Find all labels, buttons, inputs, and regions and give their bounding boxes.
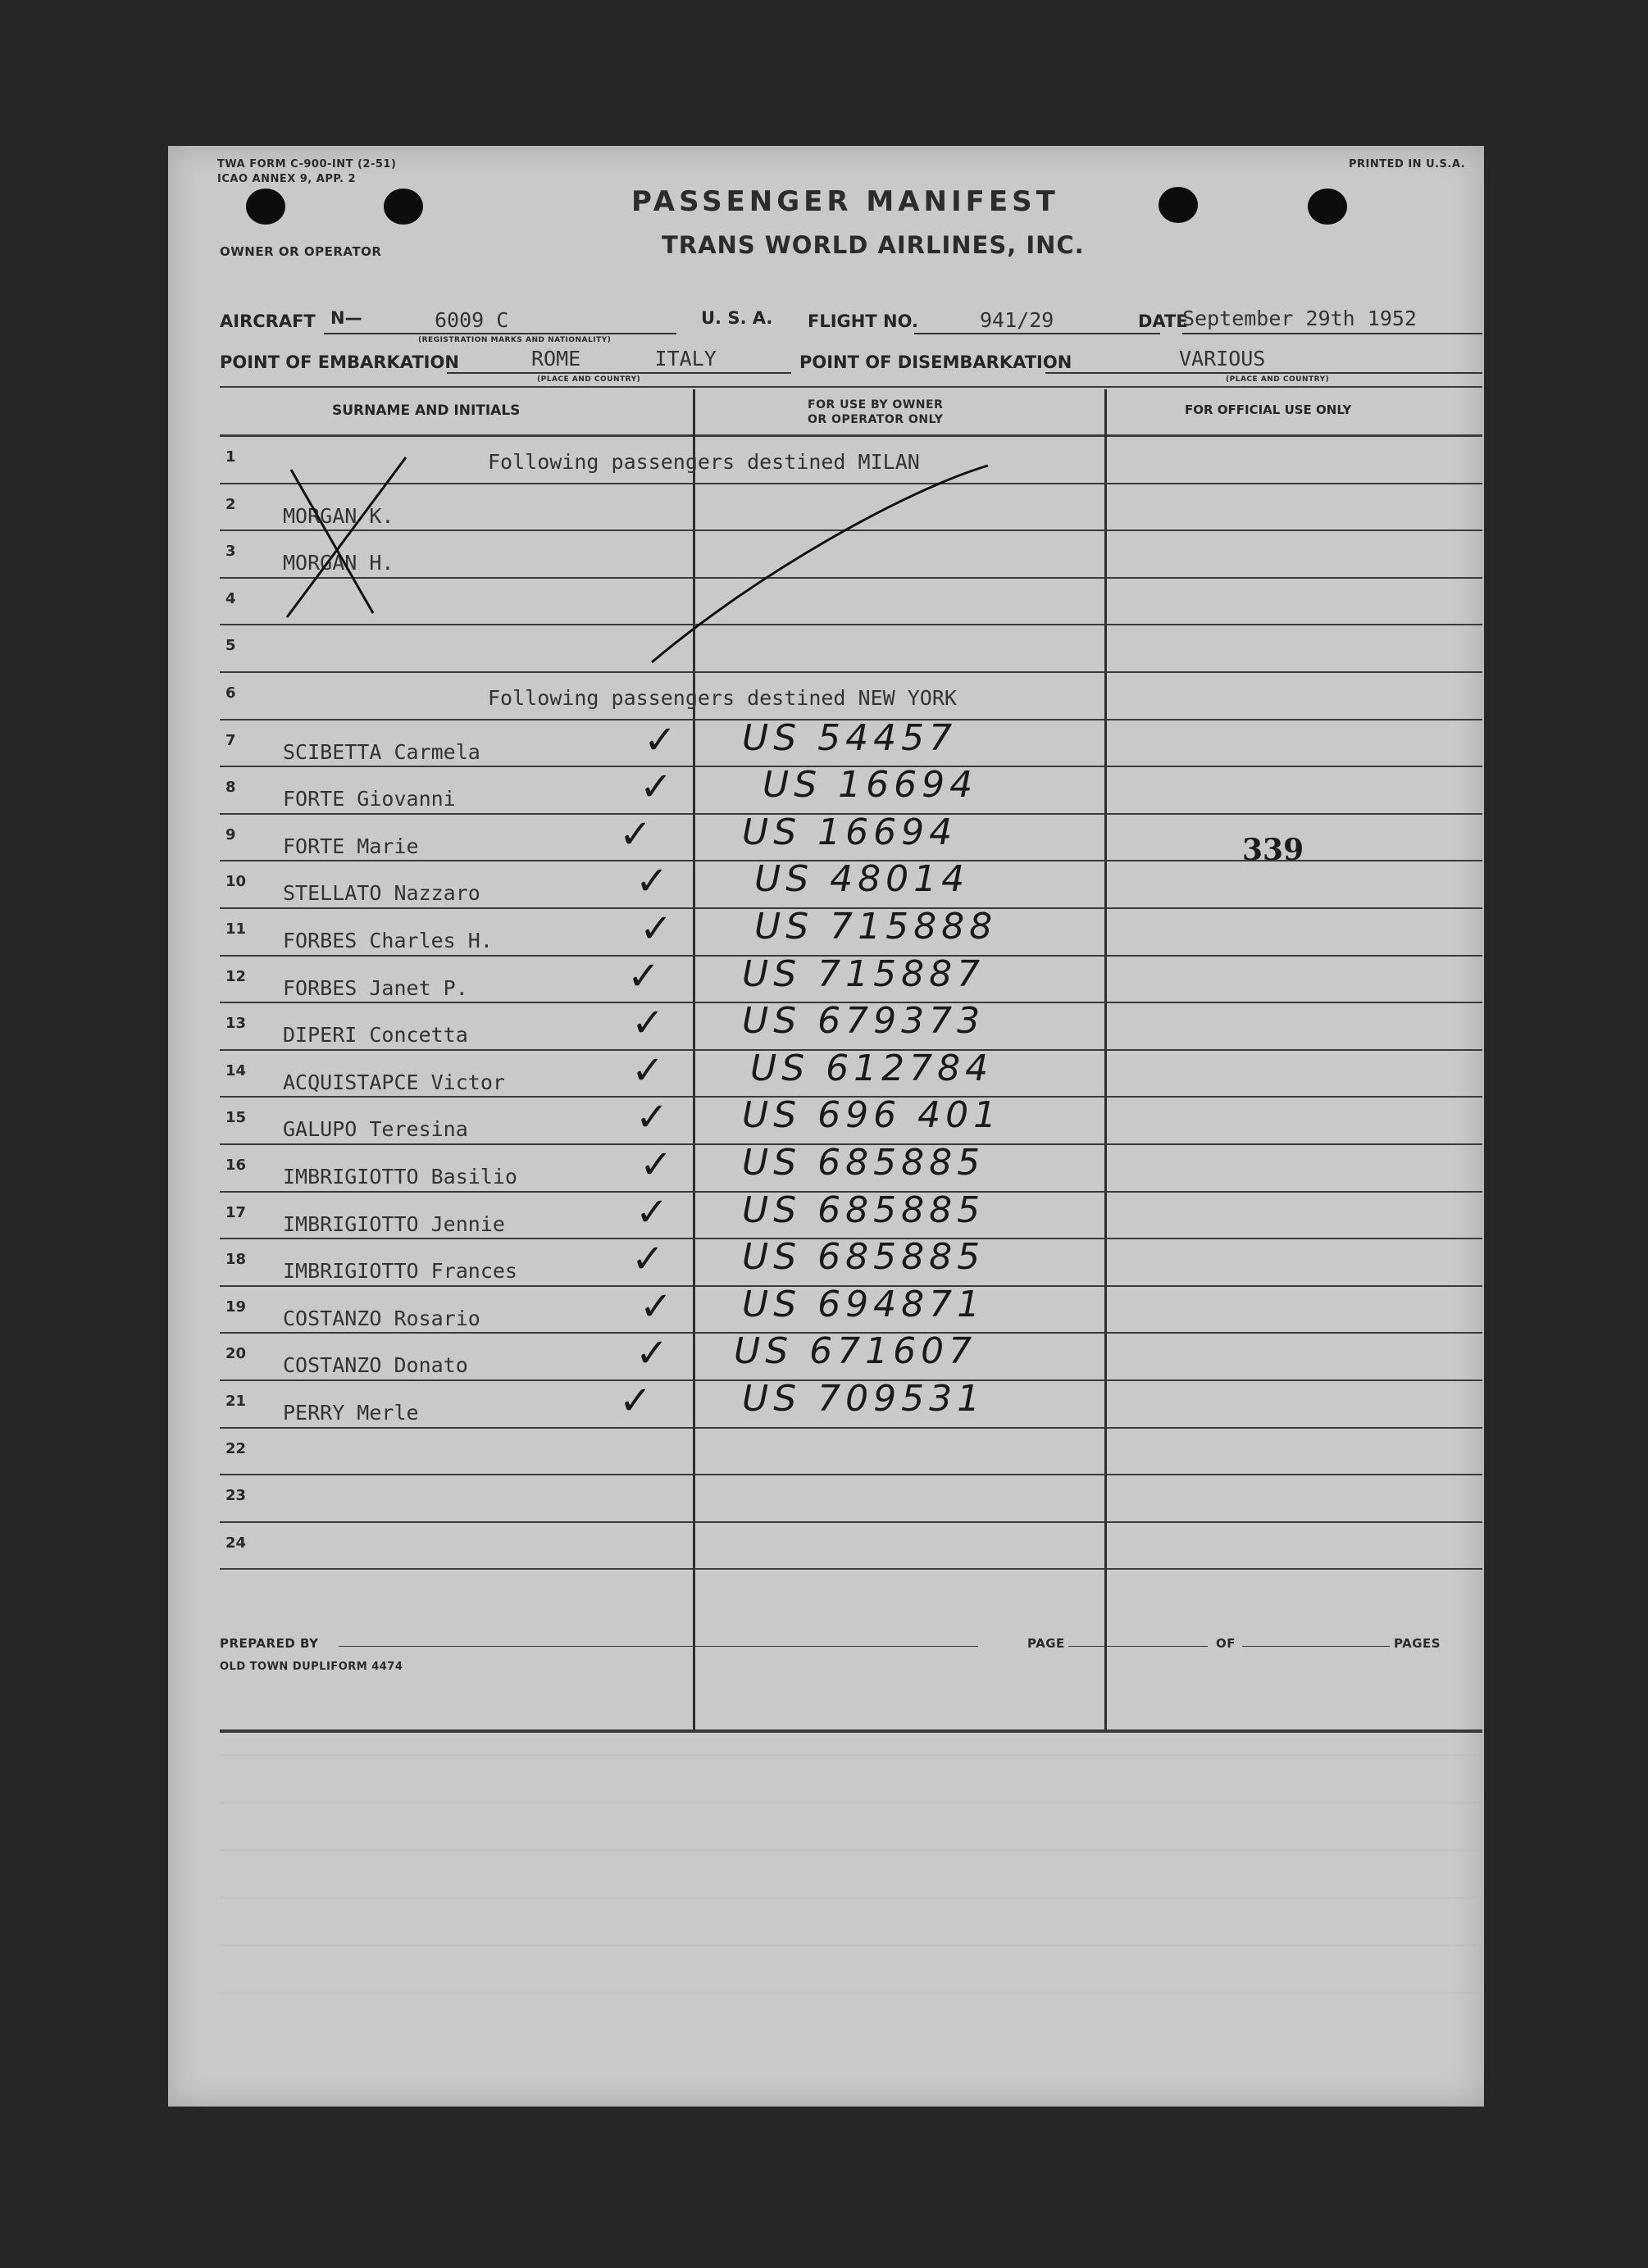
passenger-name: DIPERI Concetta [283,1023,468,1048]
row-number: 13 [225,1015,247,1033]
passport-number: US 54457 [742,716,958,759]
check-mark: ✓ [619,811,653,857]
form-id-line1: TWA FORM C-900-INT (2-51) [217,158,397,170]
strike-x-2 [291,470,373,613]
row-number: 1 [225,448,236,466]
place-note-embark: (PLACE AND COUNTRY) [537,375,641,384]
flight-number: 941/29 [980,308,1054,332]
col-owner-header-1: FOR USE BY OWNER [808,398,944,411]
passport-number: US 709531 [742,1378,986,1420]
row-number: 21 [225,1393,247,1410]
passport-number: US 685885 [742,1142,986,1184]
passenger-name: STELLATO Nazzaro [283,881,480,906]
check-mark: ✓ [627,952,661,999]
of-line [1242,1646,1390,1647]
page-label: PAGE [1027,1636,1065,1651]
check-mark: ✓ [640,1142,673,1188]
passport-number: US 696 401 [742,1094,1002,1137]
passport-number: US 48014 [754,858,970,901]
passenger-name: FORBES Charles H. [283,929,493,952]
row-number: 23 [225,1487,247,1505]
check-mark: ✓ [619,1378,653,1424]
embarkation-label: POINT OF EMBARKATION [220,352,459,372]
page-line [1068,1646,1208,1647]
passenger-name: GALUPO Teresina [283,1117,468,1142]
disembarkation-label: POINT OF DISEMBARKATION [799,352,1072,372]
row-number: 5 [225,637,236,655]
check-mark: ✓ [631,1000,665,1047]
airline-name: TRANS WORLD AIRLINES, INC. [662,231,1085,259]
passport-number: US 694871 [742,1283,986,1325]
of-label: OF [1216,1636,1236,1651]
registration-note: (REGISTRATION MARKS AND NATIONALITY) [418,336,612,344]
row-number: 15 [225,1109,247,1127]
row-number: 24 [225,1534,247,1552]
row-number: 14 [225,1061,247,1079]
printed-note: PRINTED IN U.S.A. [1349,158,1466,170]
check-mark: ✓ [640,764,673,811]
passenger-name: SCIBETTA Carmela [283,739,480,764]
row-number: 20 [225,1345,247,1363]
form-id-line2: ICAO ANNEX 9, APP. 2 [217,173,357,185]
destination-note: Following passengers destined NEW YORK [488,686,957,710]
check-mark: ✓ [640,906,673,952]
passenger-name: FORBES Janet P. [283,975,468,1000]
page-title: PASSENGER MANIFEST [631,185,1059,218]
row-number: 19 [225,1298,247,1316]
owner-operator-label: OWNER OR OPERATOR [220,244,382,259]
passenger-name: IMBRIGIOTTO Frances [283,1259,517,1284]
disembarkation-value: VARIOUS [1179,347,1266,370]
col-owner-header-2: OR OPERATOR ONLY [808,413,944,426]
manifest-sheet [168,146,1484,2107]
row-number: 17 [225,1203,247,1221]
passenger-name: FORTE Marie [283,834,419,858]
row-number: 8 [225,779,236,797]
row-number: 7 [225,731,236,749]
flight-label: FLIGHT NO. [808,311,918,331]
passenger-name: PERRY Merle [283,1401,419,1425]
carbon-ghost-area [220,1728,1482,2039]
row-number: 9 [225,825,236,843]
passport-number: US 685885 [742,1236,986,1279]
passenger-name: FORTE Giovanni [283,787,456,811]
row-number: 16 [225,1157,247,1174]
strike-x-1 [287,457,406,617]
passenger-name: MORGAN K. [283,503,394,528]
check-mark: ✓ [631,1047,665,1093]
col-official-header: FOR OFFICIAL USE ONLY [1185,402,1352,417]
passenger-name: IMBRIGIOTTO Basilio [283,1165,517,1189]
destination-note: Following passengers destined MILAN [488,450,920,474]
passport-number: US 671607 [734,1330,977,1373]
row-number: 11 [225,920,247,938]
row-number: 6 [225,684,236,702]
check-mark: ✓ [640,1283,673,1329]
check-mark: ✓ [635,1330,669,1377]
passport-number: US 16694 [763,764,978,807]
official-stamp-number: 339 [1242,833,1304,867]
row-number: 12 [225,967,247,985]
passenger-name: ACQUISTAPCE Victor [283,1070,505,1094]
passport-number: US 612784 [750,1047,994,1089]
row-number: 3 [225,543,236,561]
passport-number: US 16694 [742,811,958,853]
row-number: 2 [225,495,236,513]
registration-value: 6009 C [435,308,509,332]
row-number: 22 [225,1439,247,1457]
aircraft-label: AIRCRAFT [220,311,316,331]
passport-number: US 679373 [742,1000,986,1043]
check-mark: ✓ [635,1189,669,1235]
place-note-disembark: (PLACE AND COUNTRY) [1226,375,1330,384]
passport-number: US 715888 [754,906,998,948]
row-number: 4 [225,589,236,607]
strike-diagonal [652,466,988,662]
prepared-by-line [339,1646,978,1647]
date-label: DATE [1138,311,1188,331]
passenger-name: COSTANZO Rosario [283,1306,480,1330]
row-number: 10 [225,873,247,891]
check-mark: ✓ [635,858,669,905]
passport-number: US 685885 [742,1189,986,1231]
row-number: 18 [225,1251,247,1269]
passenger-name: MORGAN H. [283,551,394,575]
check-mark: ✓ [631,1236,665,1283]
date-value: September 29th 1952 [1182,307,1417,330]
passport-number: US 715887 [742,952,986,995]
prepared-by-label: PREPARED BY [220,1636,319,1651]
check-mark: ✓ [644,716,677,763]
check-mark: ✓ [635,1094,669,1141]
dupliform-label: OLD TOWN DUPLIFORM 4474 [220,1661,403,1673]
nationality: U. S. A. [701,308,773,328]
passenger-name: IMBRIGIOTTO Jennie [283,1211,505,1236]
pages-label: PAGES [1394,1636,1441,1651]
col-surname-header: SURNAME AND INITIALS [332,402,521,419]
embarkation-value: ROME ITALY [531,347,717,370]
aircraft-n: N— [330,308,362,328]
passenger-name: COSTANZO Donato [283,1353,468,1378]
